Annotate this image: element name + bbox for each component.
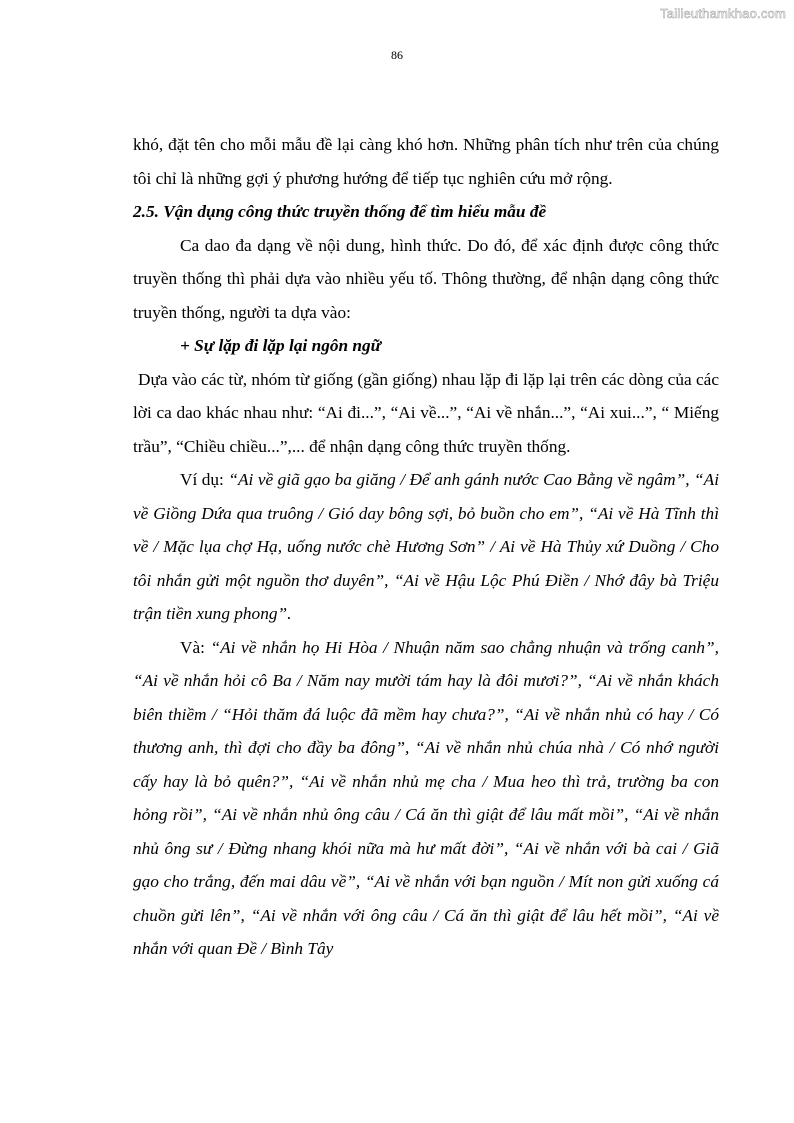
paragraph-continuation: khó, đặt tên cho mỗi mẫu đề lại càng khó hơn. Những phân tích như trên của chúng tôi chỉ là những gợi ý phương hướng để tiếp tục nghiên cứu mở rộng. (133, 135, 719, 188)
paragraph-more-examples (133, 631, 719, 966)
more-quotes: “Ai về nhắn họ Hi Hòa / Nhuận năm sao chẳng nhuận và trống canh”, “Ai về nhắn hỏi cô Ba / Năm nay mười tám hay là đôi mươi?”, “Ai về nhắn khách biên thiềm / “Hỏi thăm đá luộc đã mềm hay chưa?”, “Ai về nhắn nhủ có hay / Có thương anh, thì đợi cho đầy ba đông”, “Ai về nhắn nhủ chúa nhà / Có nhớ người cấy hay là bỏ quên?”, “Ai về nhắn nhủ mẹ cha / Mua heo thì trả, trường ba con hỏng rồi”, “Ai về nhắn nhủ ông câu / Cá ăn thì giật để lâu mất mồi”, “Ai về nhắn nhủ ông sư / Đừng nhang khói nữa mà hư mất đời”, “Ai về nhắn với bà cai / Giã gạo cho trắng, đến mai dâu về”, “Ai về nhắn với bạn nguồn / Mít non gửi xuống cá chuồn gửi lên”, “Ai về nhắn với ông câu / Cá ăn thì giật để lâu hết mồi”, “Ai về nhắn với quan Đề / Bình Tây (133, 637, 719, 958)
paragraph-repetition: Dựa vào các từ, nhóm từ giống (gần giống) nhau lặp đi lặp lại trên các dòng của các lời ca dao khác nhau như: “Ai đi...”, “Ai về...”, “Ai về nhắn...”, “Ai xui...”, “ Miếng trầu”, “Chiều chiều...”,... để nhận dạng công thức truyền thống. (133, 369, 719, 456)
subheading: + Sự lặp đi lặp lại ngôn ngữ (180, 336, 382, 355)
example-quotes: “Ai về giã gạo ba giăng / Để anh gánh nước Cao Bằng về ngâm”, “Ai về Giồng Dứa qua truông / Gió day bông sợi, bỏ buồn cho em”, “Ai về Hà Tĩnh thì về / Mặc lụa chợ Hạ, uống nước chè Hương Sơn” / Ai về Hà Thủy xứ Duồng / Cho tôi nhắn gửi một nguồn thơ duyên”, “Ai về Hậu Lộc Phú Điền / Nhớ đây bà Triệu trận tiền xung phong”. (133, 470, 719, 623)
page-number: 86 (391, 48, 403, 62)
watermark-text: Tailieuthamkhao.com (660, 6, 786, 21)
more-lead: Và: (180, 637, 211, 657)
example-lead: Ví dụ: (180, 470, 229, 489)
paragraph-example (133, 463, 719, 631)
paragraph-intro: Ca dao đa dạng về nội dung, hình thức. Do đó, để xác định được công thức truyền thống thì phải dựa vào nhiều yếu tố. Thông thường, để nhận dạng công thức truyền thống, người ta dựa vào: (133, 235, 719, 322)
page-body (133, 128, 719, 966)
section-heading: 2.5. Vận dụng công thức truyền thống để tìm hiểu mẫu đề (133, 202, 547, 221)
